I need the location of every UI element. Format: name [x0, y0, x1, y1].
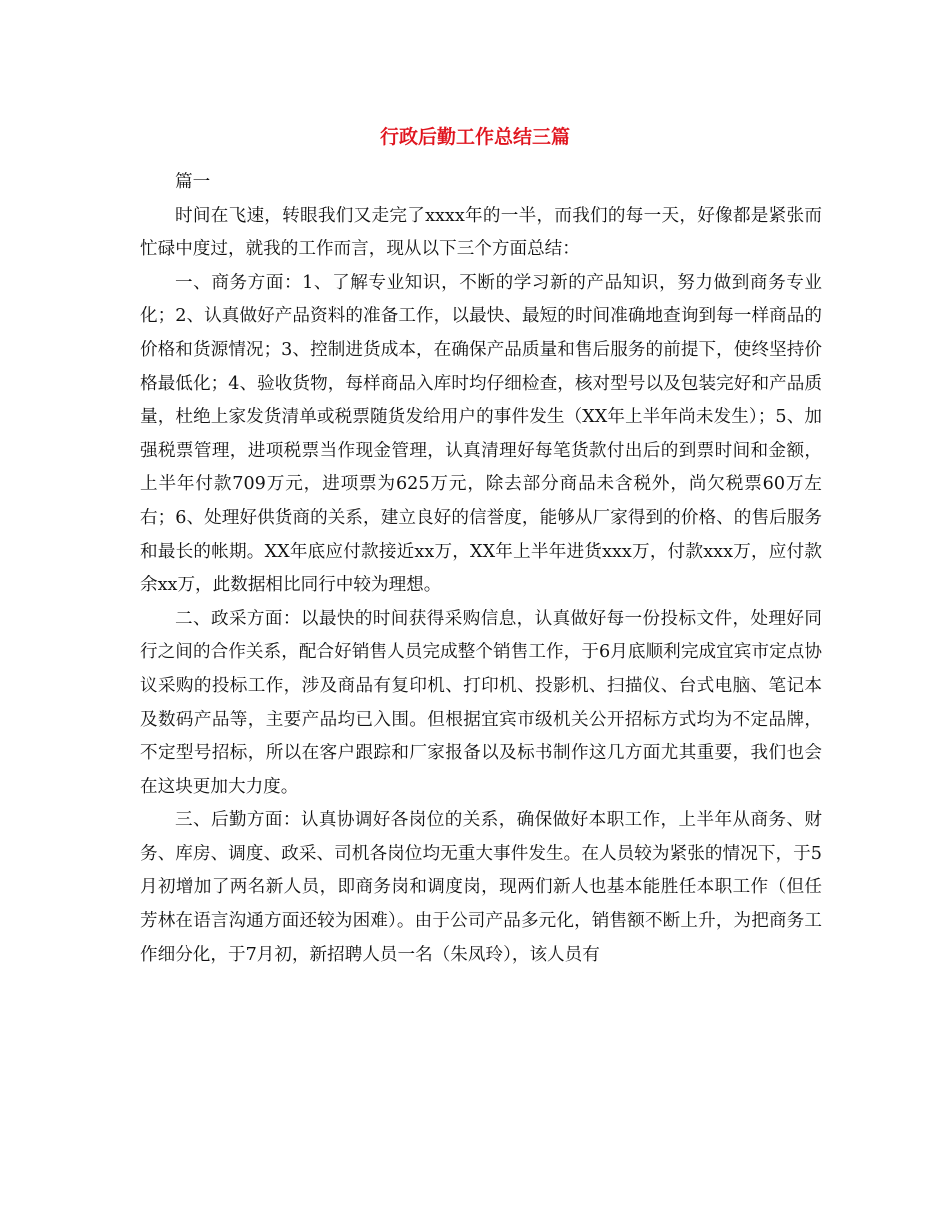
- document-body: [140, 166, 822, 972]
- business-paragraph: 一、商务方面：1、了解专业知识，不断的学习新的产品知识，努力做到商务专业化；2、认真做好产品资料的准备工作，以最快、最短的时间准确地查询到每一样商品的价格和货源情况；3、控制进货成本，在确保产品质量和售后服务的前提下，使终坚持价格最低化；4、验收货物，每样商品入库时均仔细检查，核对型号以及包装完好和产品质量，杜绝上家发货清单或税票随货发给用户的事件发生（XX年上半年尚未发生）；5、加强税票管理，进项税票当作现金管理，认真清理好每笔货款付出后的到票时间和金额，上半年付款709万元，进项票为625万元，除去部分商品未含税外，尚欠税票60万左右；6、处理好供货商的关系，建立良好的信誉度，能够从厂家得到的价格、的售后服务和最长的帐期。XX年底应付款接近xx万，XX年上半年进货xxx万，付款xxx万，应付款余xx万，此数据相比同行中较为理想。: [140, 272, 822, 596]
- document-title: 行政后勤工作总结三篇: [379, 126, 570, 148]
- intro-paragraph: 时间在飞速，转眼我们又走完了xxxx年的一半，而我们的每一天，好像都是紧张而忙碌中度过，就我的工作而言，现从以下三个方面总结：: [140, 205, 822, 260]
- section-heading: 篇一: [175, 172, 211, 192]
- procurement-paragraph: 二、政采方面：以最快的时间获得采购信息，认真做好每一份投标文件，处理好同行之间的合作关系，配合好销售人员完成整个销售工作，于6月底顺利完成宜宾市定点协议采购的投标工作，涉及商品有复印机、打印机、投影机、扫描仪、台式电脑、笔记本及数码产品等，主要产品均已入围。但根据宜宾市级机关公开招标方式均为不定品牌，不定型号招标，所以在客户跟踪和厂家报备以及标书制作这几方面尤其重要，我们也会在这块更加大力度。: [140, 608, 822, 797]
- logistics-paragraph: 三、后勤方面：认真协调好各岗位的关系，确保做好本职工作，上半年从商务、财务、库房、调度、政采、司机各岗位均无重大事件发生。在人员较为紧张的情况下，于5月初增加了两名新人员，即商务岗和调度岗，现两们新人也基本能胜任本职工作（但任芳林在语言沟通方面还较为困难）。由于公司产品多元化，销售额不断上升，为把商务工作细分化，于7月初，新招聘人员一名（朱凤玲），该人员有: [140, 810, 822, 965]
